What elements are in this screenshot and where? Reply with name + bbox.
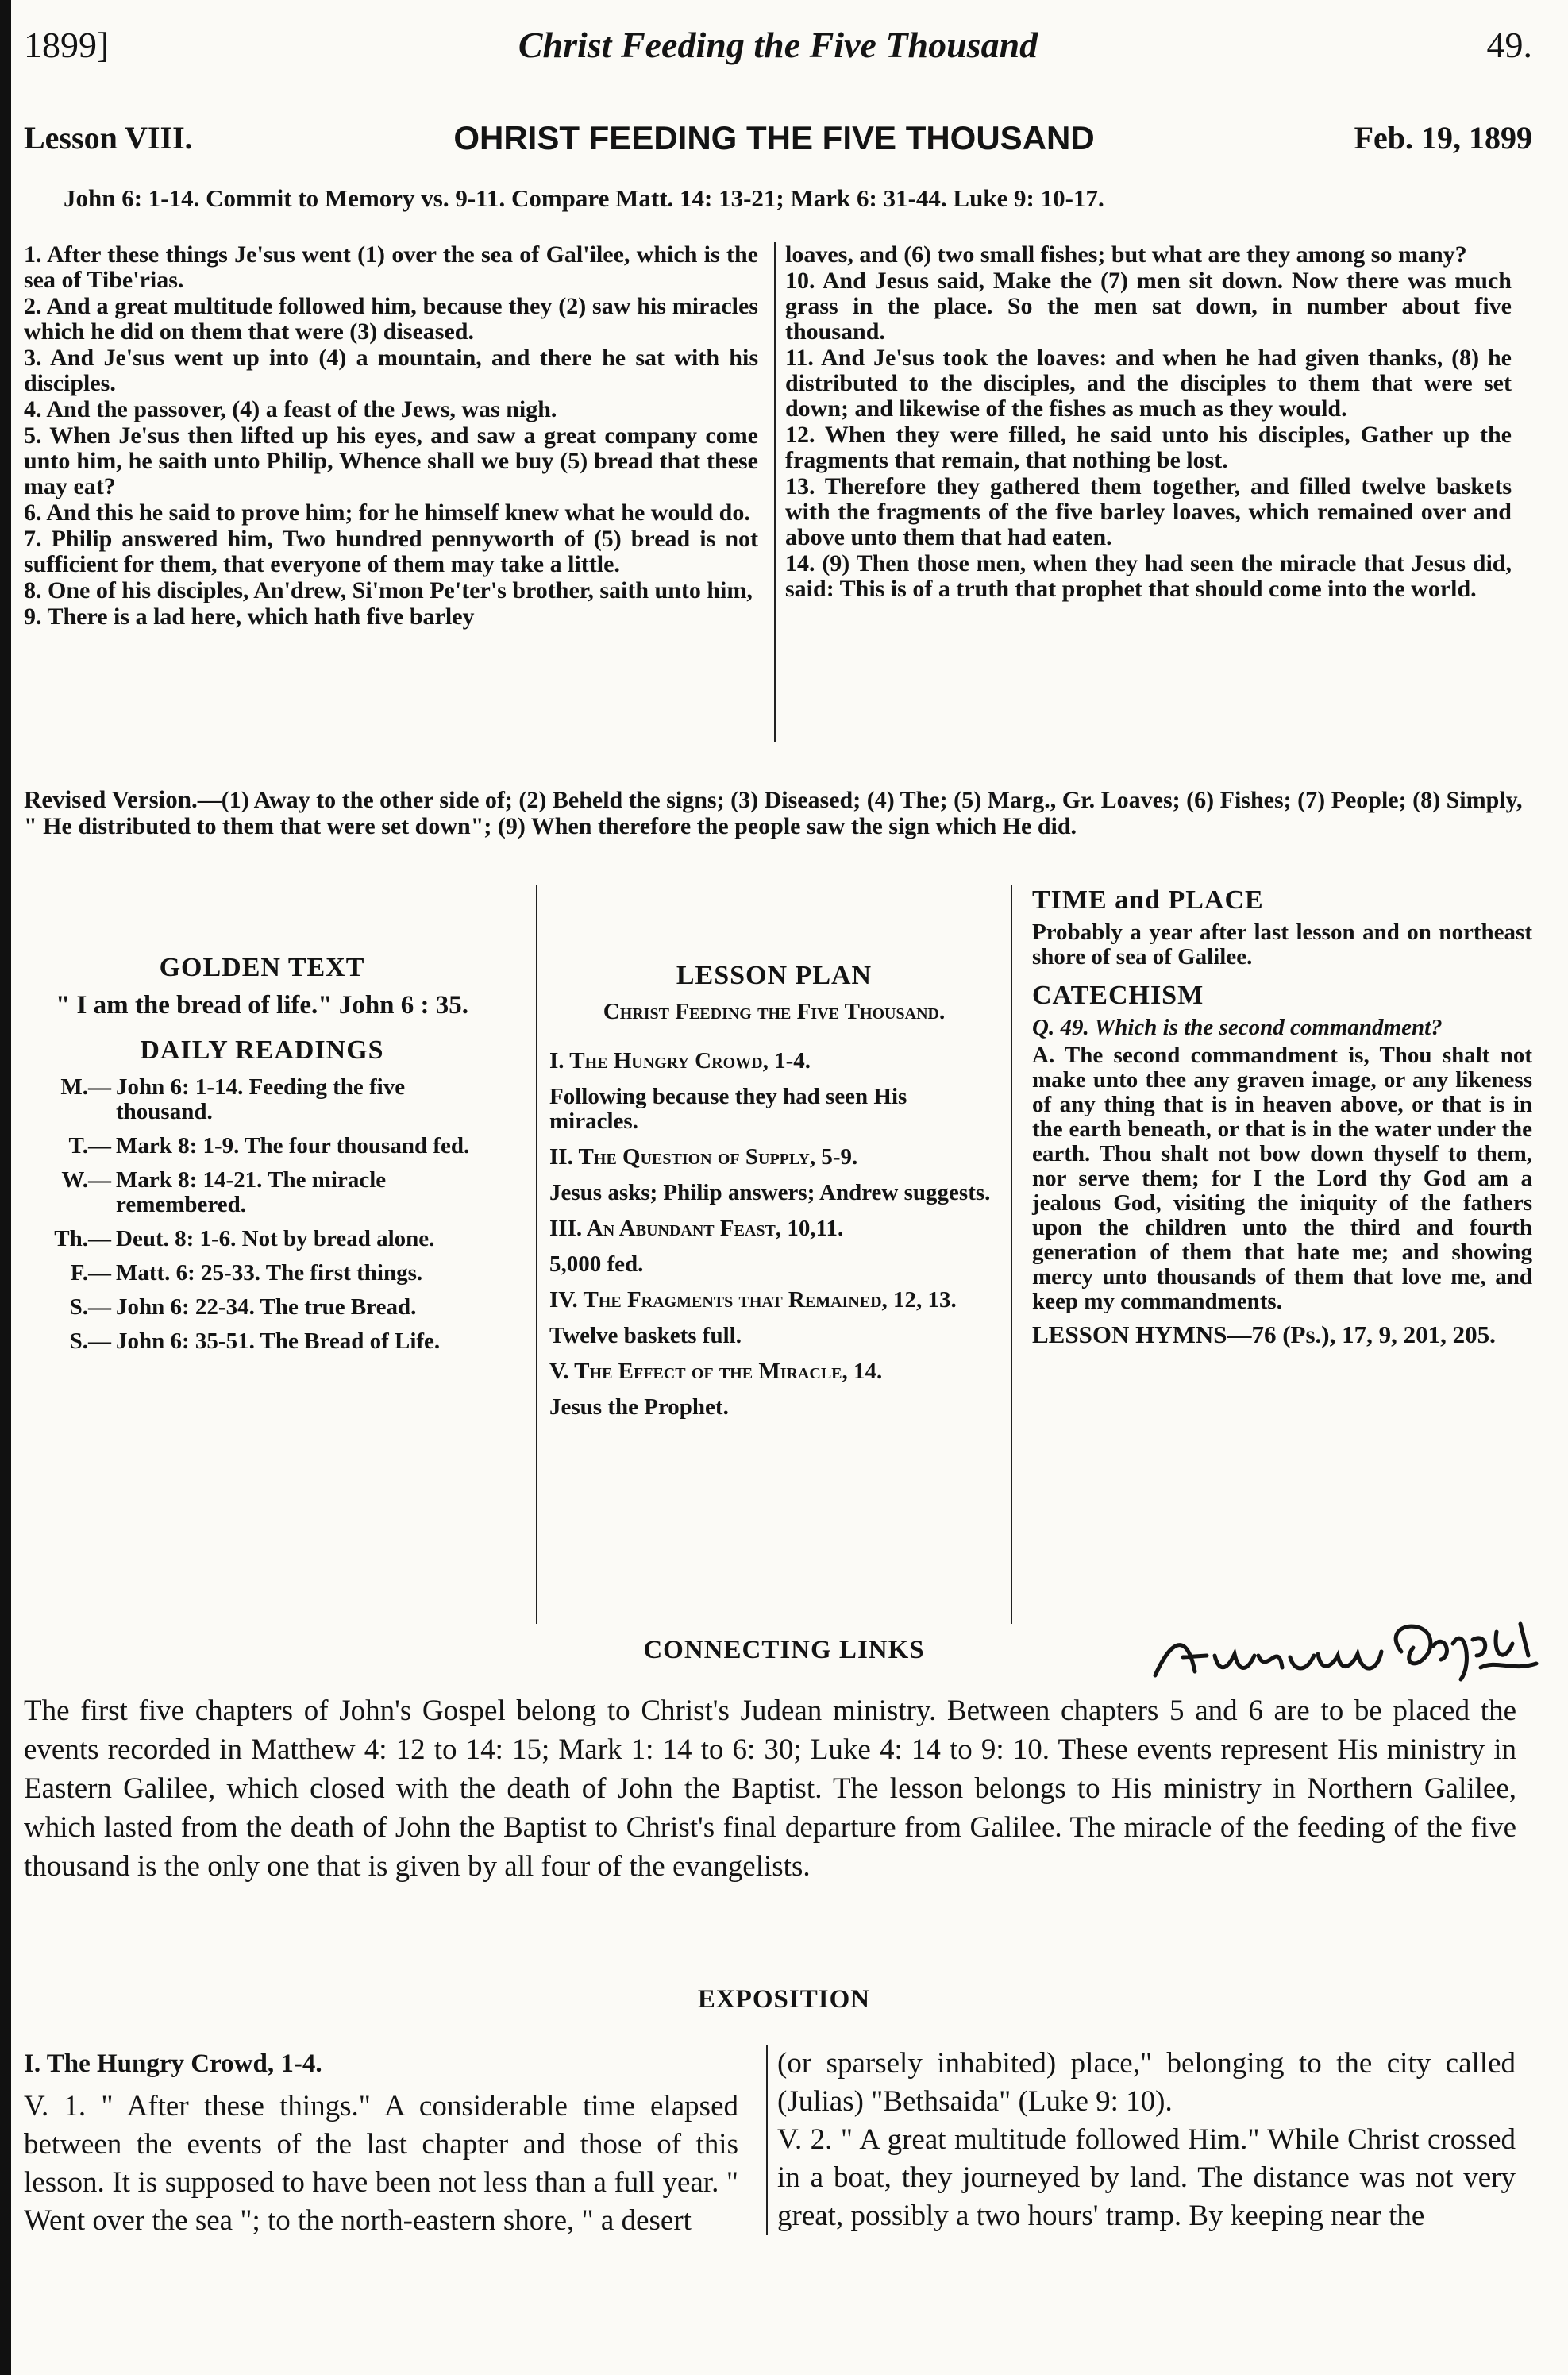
lesson-number: Lesson VIII. — [24, 120, 193, 156]
exposition-paragraph: (or sparsely inhabited) place," belonging to the city called (Julias) "Bethsaida" (Luke 9: 10). — [777, 2047, 1516, 2118]
verse: loaves, and (6) two small fishes; but what are they among so many? — [785, 241, 1467, 268]
verse: 6. And this he said to prove him; for he himself knew what he would do. — [24, 499, 750, 526]
reading-item: M.— John 6: 1-14. Feeding the five thousand. — [60, 1074, 406, 1124]
scripture-text — [24, 242, 1532, 742]
verse: 8. One of his disciples, An'drew, Si'mon Pe'ter's brother, saith unto him, — [24, 577, 753, 603]
plan-head: II. The Question of Supply, 5-9. — [549, 1144, 858, 1170]
revised-version-notes — [24, 786, 1524, 839]
verse: 11. And Je'sus took the loaves: and when he had given thanks, (8) he distributed to the disciples, and the disciples to them that were set down; and likewise of the fishes as much as they would. — [785, 345, 1512, 422]
golden-text-heading: GOLDEN TEXT — [159, 953, 365, 982]
reading-item: T.— Mark 8: 1-9. The four thousand fed. — [68, 1133, 470, 1159]
verse: 12. When they were filled, he said unto his disciples, Gather up the fragments that remain, that nothing be lost. — [785, 422, 1512, 473]
reading-item: F.— Matt. 6: 25-33. The first things. — [70, 1260, 423, 1286]
plan-head: IV. The Fragments that Remained, 12, 13. — [549, 1287, 957, 1313]
revised-version-label: Revised Version. — [24, 785, 198, 813]
scripture-column-left — [24, 242, 758, 630]
exposition-section-heading: I. The Hungry Crowd, 1-4. — [24, 2049, 322, 2078]
exposition-heading: EXPOSITION — [697, 1985, 871, 2014]
lesson-title: OHRIST FEEDING THE FIVE THOUSAND — [453, 119, 1095, 156]
reading-item: W.— Mark 8: 14-21. The miracle remembered. — [61, 1167, 387, 1217]
verse: 5. When Je'sus then lifted up his eyes, and saw a great company come unto him, he saith unto Philip, Whence shall we buy (5) bread that these may eat? — [24, 422, 758, 499]
plan-text: Following because they had seen His miracles. — [549, 1084, 907, 1134]
plan-text: Jesus asks; Philip answers; Andrew suggests. — [549, 1180, 991, 1205]
exposition-column-left — [24, 2045, 738, 2240]
revised-version-text: —(1) Away to the other side of; (2) Beheld the signs; (3) Diseased; (4) The; (5) Marg., Gr. Loaves; (6) Fishes; (7) People; (8) Simply, " He distributed to them that were set down"; (9) When therefore the people saw the sign which He did. — [24, 787, 1523, 839]
plan-head: V. The Effect of the Miracle, 14. — [549, 1359, 883, 1384]
lesson-hymns: LESSON HYMNS—76 (Ps.), 17, 9, 201, 205. — [1032, 1321, 1496, 1348]
reading-item: S.— John 6: 35-51. The Bread of Life. — [69, 1328, 441, 1354]
running-title: Christ Feeding the Five Thousand — [518, 25, 1038, 65]
plan-text: Jesus the Prophet. — [549, 1394, 729, 1420]
page-number: 49. — [1486, 25, 1532, 65]
scripture-references: John 6: 1-14. Commit to Memory vs. 9-11. Compare Matt. 14: 13-21; Mark 6: 31-44. Luke 9: 10-17. — [64, 184, 1104, 212]
catechism-heading: CATECHISM — [1032, 981, 1204, 1010]
verse: 3. And Je'sus went up into (4) a mountain, and there he sat with his disciples. — [24, 345, 758, 396]
verse: 4. And the passover, (4) a feast of the Jews, was nigh. — [24, 396, 557, 422]
verse: 7. Philip answered him, Two hundred pennyworth of (5) bread is not sufficient for them, that everyone of them may take a little. — [24, 526, 758, 577]
verse: 13. Therefore they gathered them together, and filled twelve baskets with the fragments of the five barley loaves, which remained over and above unto them that had eaten. — [785, 473, 1512, 550]
plan-text: Twelve baskets full. — [549, 1323, 742, 1348]
lesson-date: Feb. 19, 1899 — [1354, 120, 1532, 156]
golden-text-panel — [24, 885, 500, 1363]
verse: 2. And a great multitude followed him, because they (2) saw his miracles which he did on them that were (3) diseased. — [24, 293, 758, 345]
exposition-column-right — [766, 2045, 1516, 2235]
daily-readings-heading: DAILY READINGS — [140, 1035, 384, 1065]
catechism-question: Q. 49. Which is the second commandment? — [1032, 1015, 1443, 1040]
exposition-paragraph: V. 1. " After these things." A considerable time elapsed between the events of the last chapter and those of this lesson. It is supposed to have been not less than a full year. " Went over the sea "; to the north-eastern shore, " a desert — [24, 2090, 738, 2237]
lesson-helps — [24, 885, 1532, 1624]
plan-text: 5,000 fed. — [549, 1251, 644, 1277]
connecting-links-text: The first five chapters of John's Gospel belong to Christ's Judean ministry. Between chapters 5 and 6 are to be placed the events recorded in Matthew 4: 12 to 14: 15; Mark 1: 14 to 6: 30; Luke 4: 14 to 9: 10. These events represent His ministry in Eastern Galilee, which closed with the death of John the Baptist. The lesson belongs to His ministry in Northern Galilee, which lasted from the death of John the Baptist to Christ's final departure from Galilee. The miracle of the feeding of the five thousand is the only one that is given by all four of the evangelists. — [24, 1695, 1516, 1883]
connecting-links-heading: CONNECTING LINKS — [643, 1636, 925, 1664]
verse: 14. (9) Then those men, when they had seen the miracle that Jesus did, said: This is of a truth that prophet that should come into the world. — [785, 550, 1512, 602]
verse: 10. And Jesus said, Make the (7) men sit down. Now there was much grass in the place. So the men sat down, in number about five thousand. — [785, 268, 1512, 345]
plan-head: III. An Abundant Feast, 10,11. — [549, 1216, 844, 1241]
verse: 9. There is a lad here, which hath five barley — [24, 603, 475, 630]
lesson-plan-subtitle: Christ Feeding the Five Thousand. — [603, 999, 946, 1024]
header-year: 1899] — [24, 25, 110, 65]
reading-item: S.— John 6: 22-34. The true Bread. — [69, 1294, 417, 1320]
scripture-column-right — [774, 242, 1512, 742]
reading-item: Th.— Deut. 8: 1-6. Not by bread alone. — [54, 1226, 435, 1251]
plan-head: I. The Hungry Crowd, 1-4. — [549, 1048, 811, 1074]
catechism-answer: A. The second commandment is, Thou shalt not make unto thee any graven image, or any likeness of any thing that is in heaven above, or that is in the earth beneath, or that is in the water under the earth. Thou shalt not bow down thyself to them, nor serve them; for I the Lord thy God am a jealous God, visiting the iniquity of the fathers upon the children unto the third and fourth generation of them that hate me; and showing mercy unto thousands of them that love me, and keep my commandments. — [1032, 1043, 1532, 1314]
golden-text: " I am the bread of life." John 6 : 35. — [55, 991, 469, 1020]
lesson-plan-heading: LESSON PLAN — [676, 961, 873, 990]
running-header — [24, 24, 1532, 71]
verse: 1. After these things Je'sus went (1) over the sea of Gal'ilee, which is the sea of Tibe'rias. — [24, 241, 758, 293]
time-place-heading: TIME and PLACE — [1032, 885, 1264, 915]
time-place-catechism-panel — [1032, 885, 1532, 1347]
lesson-heading — [24, 119, 1532, 167]
page-binding-edge — [0, 0, 11, 2375]
exposition-paragraph: V. 2. " A great multitude followed Him." While Christ crossed in a boat, they journeyed by land. The distance was not very great, possibly a two hours' tramp. By keeping near the — [777, 2123, 1516, 2232]
lesson-plan-panel — [536, 885, 1012, 1624]
time-place-text: Probably a year after last lesson and on northeast shore of sea of Galilee. — [1032, 920, 1532, 970]
